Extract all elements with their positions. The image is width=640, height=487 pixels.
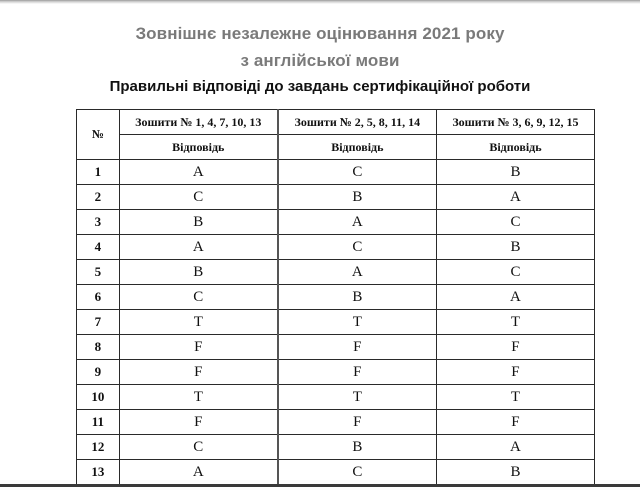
question-number: 5 xyxy=(77,260,120,285)
answer-cell: C xyxy=(119,435,278,460)
answer-cell: B xyxy=(119,260,278,285)
answer-cell: C xyxy=(278,160,437,185)
question-number: 4 xyxy=(77,235,120,260)
answer-cell: B xyxy=(278,435,437,460)
answer-cell: A xyxy=(119,460,278,485)
answer-cell: F xyxy=(278,360,437,385)
answer-cell: A xyxy=(278,260,437,285)
table-row xyxy=(77,260,595,285)
answer-cell: C xyxy=(436,210,594,235)
question-number: 11 xyxy=(77,410,120,435)
answer-label-3: Відповідь xyxy=(436,135,594,160)
table-row xyxy=(77,210,595,235)
booklet-group-2-header: Зошити № 2, 5, 8, 11, 14 xyxy=(278,110,437,135)
answer-cell: B xyxy=(278,285,437,310)
booklet-group-3-header: Зошити № 3, 6, 9, 12, 15 xyxy=(436,110,594,135)
answer-cell: T xyxy=(436,385,594,410)
answer-cell: C xyxy=(119,185,278,210)
table-row xyxy=(77,160,595,185)
table-row xyxy=(77,335,595,360)
question-number: 13 xyxy=(77,460,120,485)
number-column-header: № xyxy=(77,110,120,160)
answer-cell: A xyxy=(119,235,278,260)
table-row xyxy=(77,360,595,385)
answer-cell: T xyxy=(119,310,278,335)
answer-cell: B xyxy=(436,160,594,185)
answer-cell: B xyxy=(436,235,594,260)
question-number: 8 xyxy=(77,335,120,360)
answer-cell: C xyxy=(278,235,437,260)
answer-cell: A xyxy=(436,285,594,310)
table-subheader-row xyxy=(77,135,595,160)
question-number: 1 xyxy=(77,160,120,185)
answer-cell: F xyxy=(278,410,437,435)
table-row xyxy=(77,235,595,260)
answer-label-1: Відповідь xyxy=(119,135,278,160)
answer-cell: F xyxy=(119,335,278,360)
table-row xyxy=(77,410,595,435)
answer-cell: A xyxy=(278,210,437,235)
answers-table xyxy=(76,109,595,485)
table-row xyxy=(77,385,595,410)
answer-cell: T xyxy=(119,385,278,410)
document-subtitle: Правильні відповіді до завдань сертифікаційної роботи xyxy=(109,78,531,95)
answer-cell: B xyxy=(436,460,594,485)
document-title-subject: з англійської мови xyxy=(240,51,400,70)
answer-cell: C xyxy=(436,260,594,285)
question-number: 3 xyxy=(77,210,120,235)
answer-cell: A xyxy=(119,160,278,185)
table-row xyxy=(77,460,595,485)
answer-cell: C xyxy=(119,285,278,310)
answer-cell: B xyxy=(119,210,278,235)
question-number: 2 xyxy=(77,185,120,210)
answer-cell: F xyxy=(436,335,594,360)
table-row xyxy=(77,185,595,210)
table-header-row xyxy=(77,110,595,135)
answer-cell: T xyxy=(436,310,594,335)
document-title: Зовнішнє незалежне оцінювання 2021 року xyxy=(135,24,505,43)
table-row xyxy=(77,435,595,460)
answer-cell: F xyxy=(119,410,278,435)
answer-cell: F xyxy=(436,410,594,435)
question-number: 9 xyxy=(77,360,120,385)
answer-cell: B xyxy=(278,185,437,210)
question-number: 10 xyxy=(77,385,120,410)
answer-cell: A xyxy=(436,435,594,460)
answer-label-2: Відповідь xyxy=(278,135,437,160)
answer-cell: A xyxy=(436,185,594,210)
answer-cell: C xyxy=(278,460,437,485)
question-number: 12 xyxy=(77,435,120,460)
answer-cell: F xyxy=(119,360,278,385)
answer-cell: F xyxy=(436,360,594,385)
window-top-edge xyxy=(0,0,640,4)
question-number: 7 xyxy=(77,310,120,335)
answer-cell: T xyxy=(278,385,437,410)
booklet-group-1-header: Зошити № 1, 4, 7, 10, 13 xyxy=(119,110,278,135)
table-row xyxy=(77,310,595,335)
question-number: 6 xyxy=(77,285,120,310)
answer-cell: F xyxy=(278,335,437,360)
table-row xyxy=(77,285,595,310)
answer-cell: T xyxy=(278,310,437,335)
